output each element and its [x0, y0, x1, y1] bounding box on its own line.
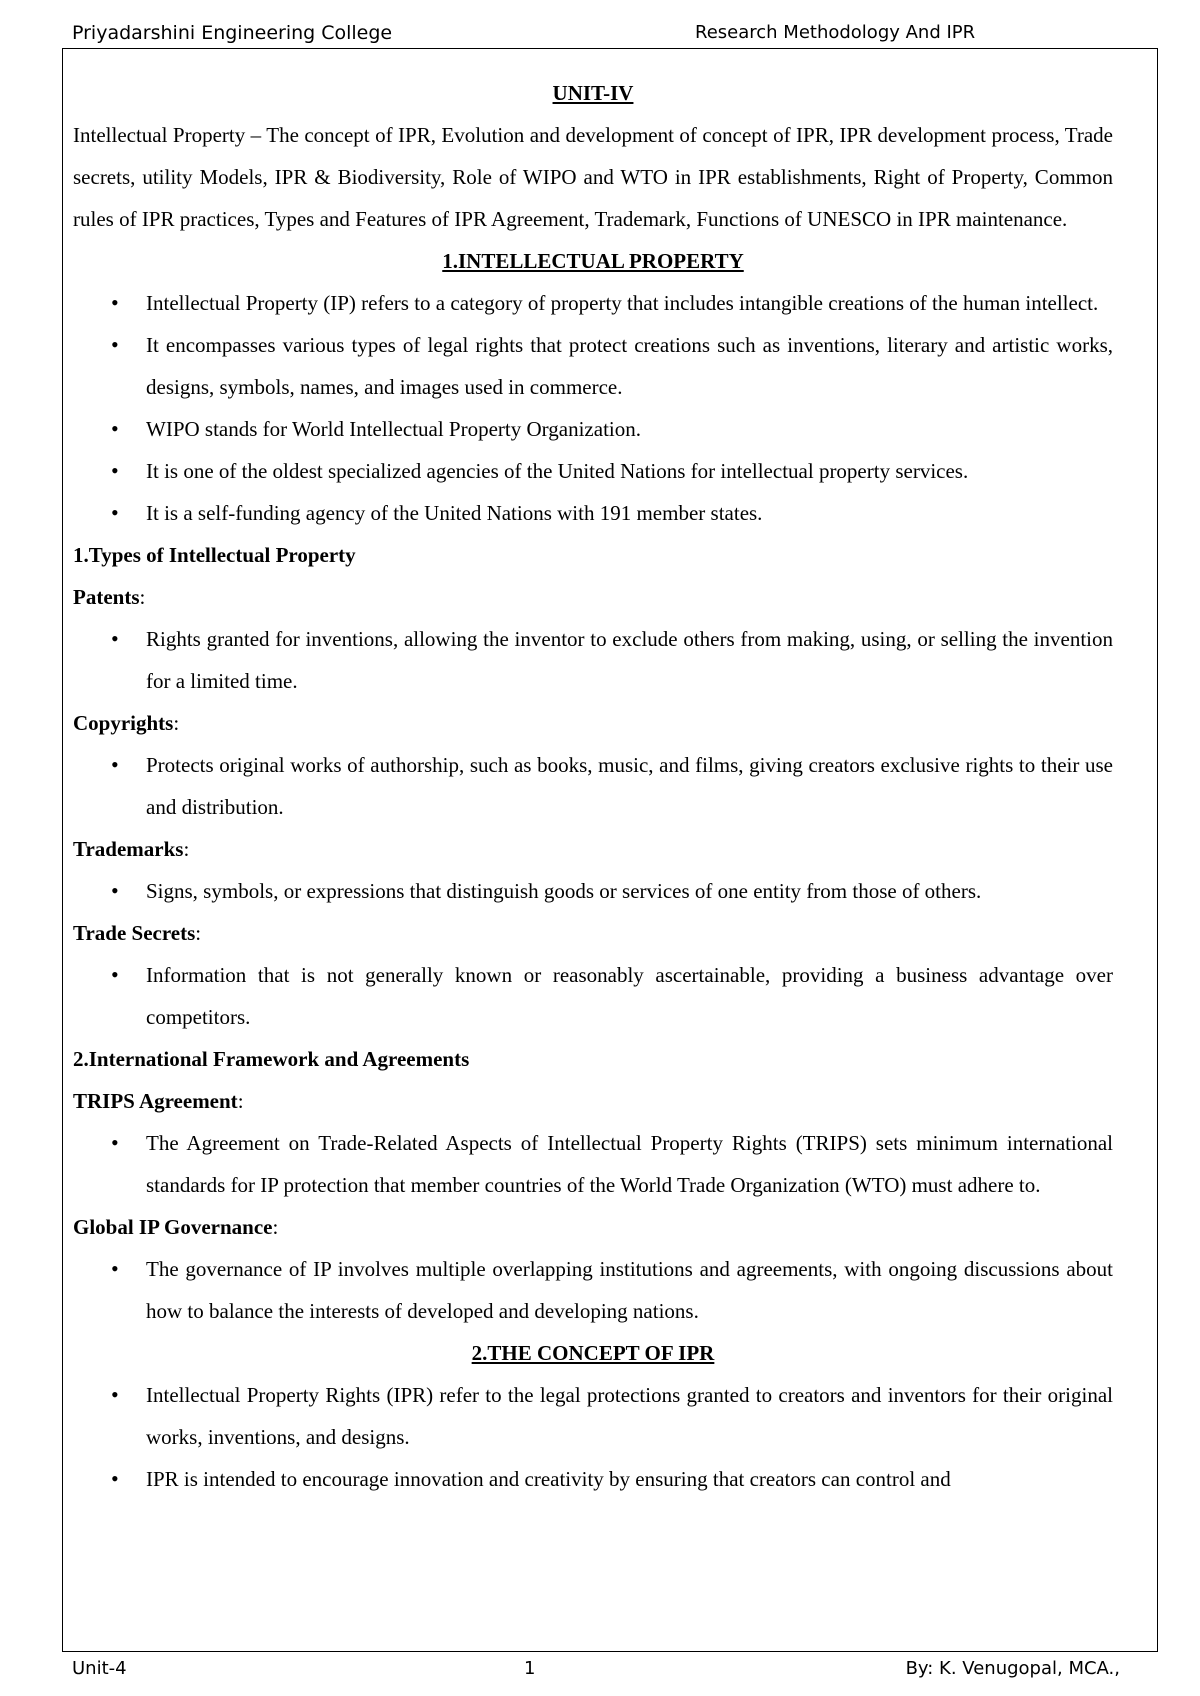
- list-item: • Protects original works of authorship, such as books, music, and films, giving creators exclusive rights to their use and distribution.: [73, 744, 1113, 828]
- header-subject: Research Methodology And IPR: [695, 22, 976, 43]
- framework-heading: 2.International Framework and Agreements: [73, 1047, 470, 1071]
- copyrights-label: Copyrights: [73, 711, 174, 735]
- trade-secrets-label-line: [73, 912, 1113, 954]
- trips-label-line: [73, 1080, 1113, 1122]
- governance-label: Global IP Governance: [73, 1215, 273, 1239]
- label-colon: :: [237, 1089, 244, 1113]
- list-item: • Rights granted for inventions, allowing the inventor to exclude others from making, using, or selling the invention for a limited time.: [73, 618, 1113, 702]
- list-item: • It encompasses various types of legal rights that protect creations such as inventions, literary and artistic works, designs, symbols, names, and images used in commerce.: [73, 324, 1113, 408]
- trademarks-label-line: [73, 828, 1113, 870]
- label-colon: :: [173, 711, 180, 735]
- list-item: • The governance of IP involves multiple overlapping institutions and agreements, with ongoing discussions about how to balance the interests of developed and developing nations.: [73, 1248, 1113, 1332]
- page-content: [73, 72, 1113, 1500]
- label-colon: :: [195, 921, 202, 945]
- footer-author: By: K. Venugopal, MCA.,: [905, 1658, 1120, 1679]
- section-2-bullets: [73, 1374, 1113, 1500]
- governance-bullets: [73, 1248, 1113, 1332]
- list-item: • It is one of the oldest specialized agencies of the United Nations for intellectual property services.: [73, 450, 1113, 492]
- list-item: • WIPO stands for World Intellectual Property Organization.: [73, 408, 1113, 450]
- trips-bullets: [73, 1122, 1113, 1206]
- trademarks-label: Trademarks: [73, 837, 184, 861]
- section-2-title: 2.THE CONCEPT OF IPR: [471, 1341, 715, 1365]
- footer-page-number: 1: [524, 1658, 536, 1679]
- copyrights-label-line: [73, 702, 1113, 744]
- label-colon: :: [183, 837, 190, 861]
- label-colon: :: [139, 585, 146, 609]
- trademarks-bullets: [73, 870, 1113, 912]
- header-college: Priyadarshini Engineering College: [72, 22, 393, 44]
- syllabus-paragraph: Intellectual Property – The concept of IPR, Evolution and development of concept of IPR, IPR development process, Trade secrets, utility Models, IPR & Biodiversity, Role of WIPO and WTO in IPR establishments, Right of Property, Common rules of IPR practices, Types and Features of IPR Agreement, Trademark, Functions of UNESCO in IPR maintenance.: [73, 123, 1113, 231]
- trips-label: TRIPS Agreement: [73, 1089, 238, 1113]
- trade-secrets-bullets: [73, 954, 1113, 1038]
- types-heading: 1.Types of Intellectual Property: [73, 543, 356, 567]
- label-colon: :: [272, 1215, 279, 1239]
- list-item: • IPR is intended to encourage innovation and creativity by ensuring that creators can control and: [73, 1458, 1113, 1500]
- governance-label-line: [73, 1206, 1113, 1248]
- list-item: • The Agreement on Trade-Related Aspects of Intellectual Property Rights (TRIPS) sets minimum international standards for IP protection that member countries of the World Trade Organization (WTO) must adhere to.: [73, 1122, 1113, 1206]
- list-item: • Intellectual Property Rights (IPR) refer to the legal protections granted to creators and inventors for their original works, inventions, and designs.: [73, 1374, 1113, 1458]
- list-item: • It is a self-funding agency of the United Nations with 191 member states.: [73, 492, 1113, 534]
- section-1-bullets: [73, 282, 1113, 534]
- section-1-title: 1.INTELLECTUAL PROPERTY: [442, 249, 744, 273]
- unit-title: UNIT-IV: [552, 81, 634, 105]
- patents-label-line: [73, 576, 1113, 618]
- patents-bullets: [73, 618, 1113, 702]
- trade-secrets-label: Trade Secrets: [73, 921, 196, 945]
- patents-label: Patents: [73, 585, 140, 609]
- list-item: • Intellectual Property (IP) refers to a category of property that includes intangible creations of the human intellect.: [73, 282, 1113, 324]
- list-item: • Signs, symbols, or expressions that distinguish goods or services of one entity from those of others.: [73, 870, 1113, 912]
- list-item: • Information that is not generally known or reasonably ascertainable, providing a business advantage over competitors.: [73, 954, 1113, 1038]
- copyrights-bullets: [73, 744, 1113, 828]
- footer-unit: Unit-4: [72, 1658, 127, 1679]
